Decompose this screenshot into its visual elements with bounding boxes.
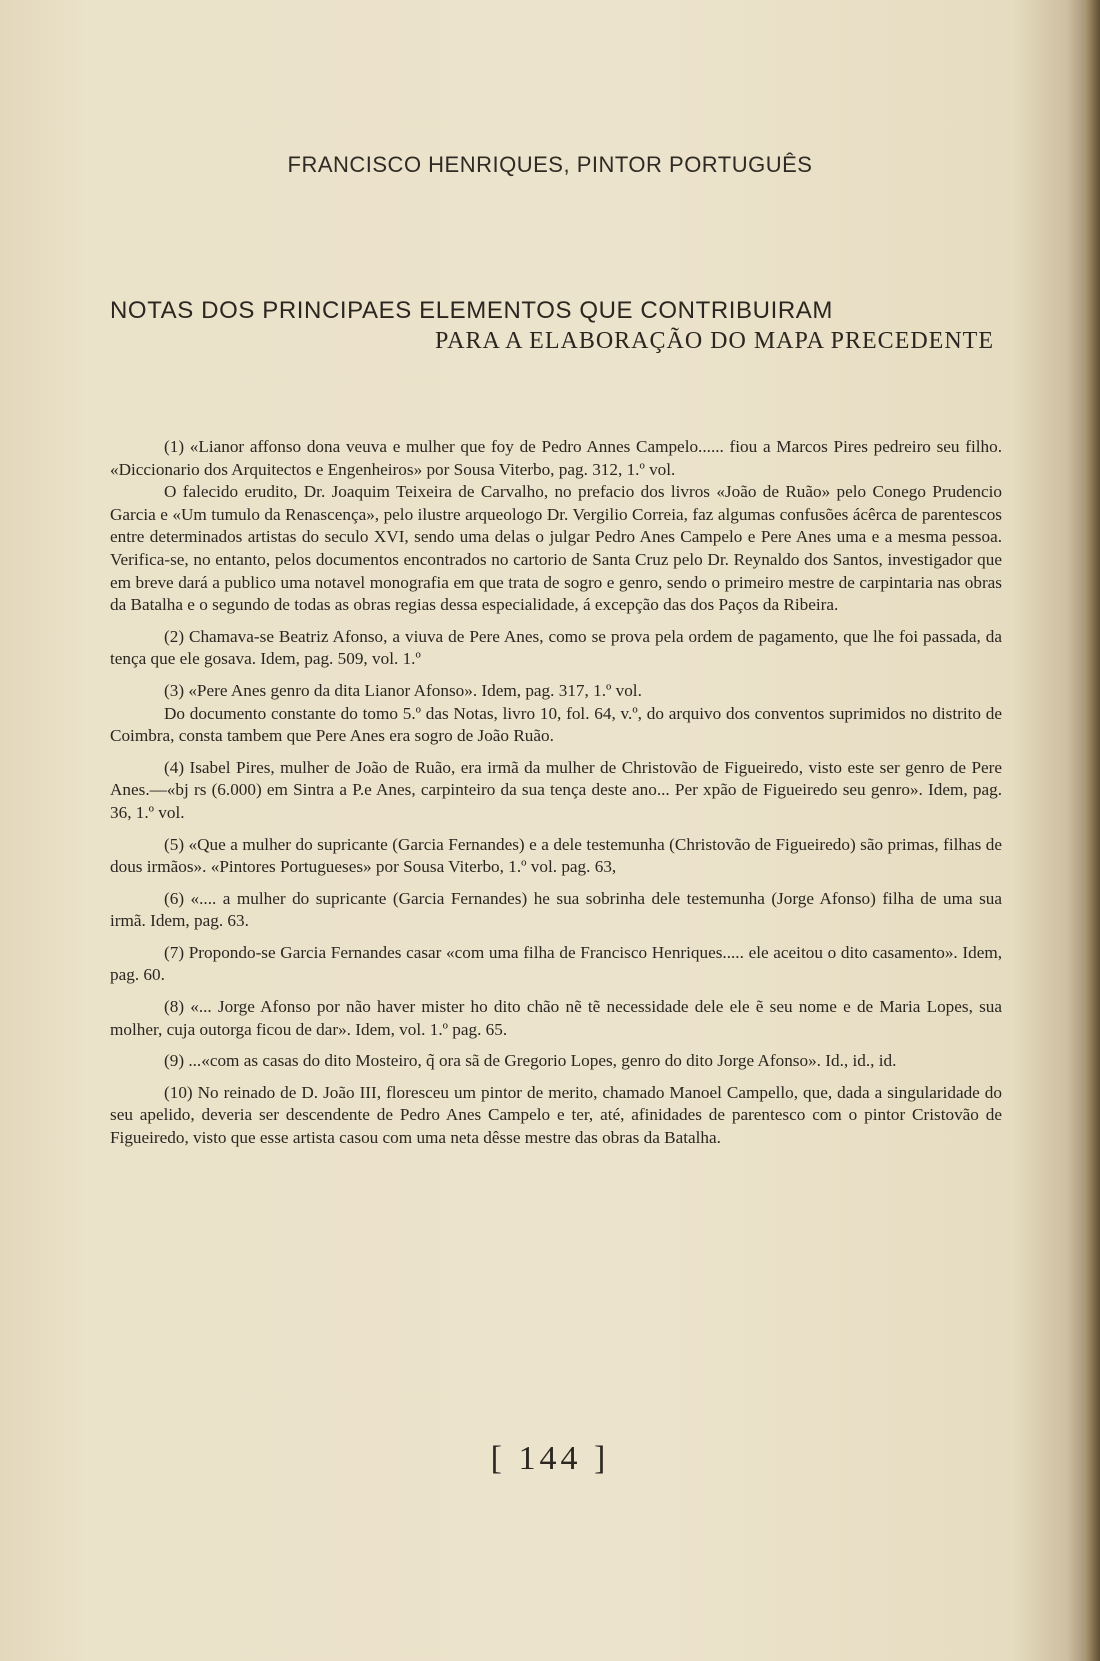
- note-7: [110, 942, 1002, 987]
- note-1: [110, 436, 1002, 617]
- running-head: FRANCISCO HENRIQUES, PINTOR PORTUGUÊS: [287, 152, 813, 177]
- note-5: [110, 834, 1002, 879]
- note-paragraph: (9) ...«com as casas do dito Mosteiro, q̃ ora sã de Gregorio Lopes, genro do dito Jorge Afonso». Id., id., id.: [164, 1051, 897, 1071]
- note-paragraph: (3) «Pere Anes genro da dita Lianor Afonso». Idem, pag. 317, 1.º vol.: [164, 680, 642, 700]
- note-9: [110, 1050, 1002, 1073]
- note-6: [110, 888, 1002, 933]
- section-heading-line-1: NOTAS DOS PRINCIPAES ELEMENTOS QUE CONTRIBUIRAM: [110, 297, 833, 324]
- note-10: [110, 1082, 1002, 1150]
- note-paragraph: Do documento constante do tomo 5.º das Notas, livro 10, fol. 64, v.º, do arquivo dos conventos suprimidos no distrito de Coimbra, consta tambem que Pere Anes era sogro de João Ruão.: [110, 703, 1002, 746]
- note-paragraph: (1) «Lianor affonso dona veuva e mulher que foy de Pedro Annes Campelo...... fiou a Marcos Pires pedreiro seu filho. «Diccionario dos Arquitectos e Engenheiros» por Sousa Viterbo, pag. 312, 1.º vol.: [110, 437, 1002, 479]
- note-2: [110, 626, 1002, 671]
- note-paragraph: (4) Isabel Pires, mulher de João de Ruão, era irmã da mulher de Christovão de Figueiredo, visto este ser genro de Pere Anes.—«bj rs (6.000) em Sintra a P.e Anes, carpinteiro da sua tença deste ano... Per xpão de Figueiredo seu genro». Idem, pag. 36, 1.º vol.: [110, 757, 1002, 822]
- note-4: [110, 757, 1002, 825]
- note-paragraph: (7) Propondo-se Garcia Fernandes casar «com uma filha de Francisco Henriques..... ele aceitou o dito casamento». Idem, pag. 60.: [110, 942, 1002, 985]
- page-number: [ 144 ]: [490, 1440, 610, 1477]
- section-heading-line-2: PARA A ELABORAÇÃO DO MAPA PRECEDENTE: [435, 328, 994, 354]
- note-8: [110, 996, 1002, 1041]
- notes-list: [110, 436, 1002, 1159]
- page-edge-shadow: [1086, 0, 1100, 1661]
- note-paragraph: (6) «.... a mulher do supricante (Garcia Fernandes) he sua sobrinha dele testemunha (Jorge Afonso) filha de uma sua irmã. Idem, pag. 63.: [110, 888, 1002, 931]
- note-paragraph: (10) No reinado de D. João III, floresceu um pintor de merito, chamado Manoel Campello, que, dada a singularidade do seu apelido, deveria ser descendente de Pedro Anes Campelo e ter, até, afinidades de parentesco com o pintor Cristovão de Figueiredo, visto que esse artista casou com uma neta dêsse mestre das obras da Batalha.: [110, 1082, 1002, 1148]
- note-paragraph: O falecido erudito, Dr. Joaquim Teixeira de Carvalho, no prefacio dos livros «João de Ruão» pelo Conego Prudencio Garcia e «Um tumulo da Renascença», pelo ilustre arqueologo Dr. Vergilio Correia, faz algumas confusões ácêrca de parentescos entre determinados artistas do seculo XVI, sendo uma delas o julgar Pedro Anes Campelo e Pere Anes uma e a mesma pessoa. Verifica-se, no entanto, pelos documentos encontrados no cartorio de Santa Cruz pelo Dr. Reynaldo dos Santos, investigador que em breve dará a publico uma notavel monografia em que trata de sogro e genro, sendo o primeiro mestre de carpintaria nas obras da Batalha e o segundo de todas as obras regias dessa especialidade, á excepção das dos Paços da Ribeira.: [110, 482, 1002, 615]
- note-paragraph: (5) «Que a mulher do supricante (Garcia Fernandes) e a dele testemunha (Christovão de Figueiredo) são primas, filhas de dous irmãos». «Pintores Portugueses» por Sousa Viterbo, 1.º vol. pag. 63,: [110, 834, 1002, 877]
- note-3: [110, 680, 1002, 748]
- note-paragraph: (8) «... Jorge Afonso por não haver mister ho dito chão nẽ tẽ necessidade dele ele ẽ seu nome e de Maria Lopes, sua molher, cuja outorga ficou de dar». Idem, vol. 1.º pag. 65.: [110, 997, 1002, 1039]
- note-paragraph: (2) Chamava-se Beatriz Afonso, a viuva de Pere Anes, como se prova pela ordem de pagamento, que lhe foi passada, da tença que ele gosava. Idem, pag. 509, vol. 1.º: [110, 626, 1002, 669]
